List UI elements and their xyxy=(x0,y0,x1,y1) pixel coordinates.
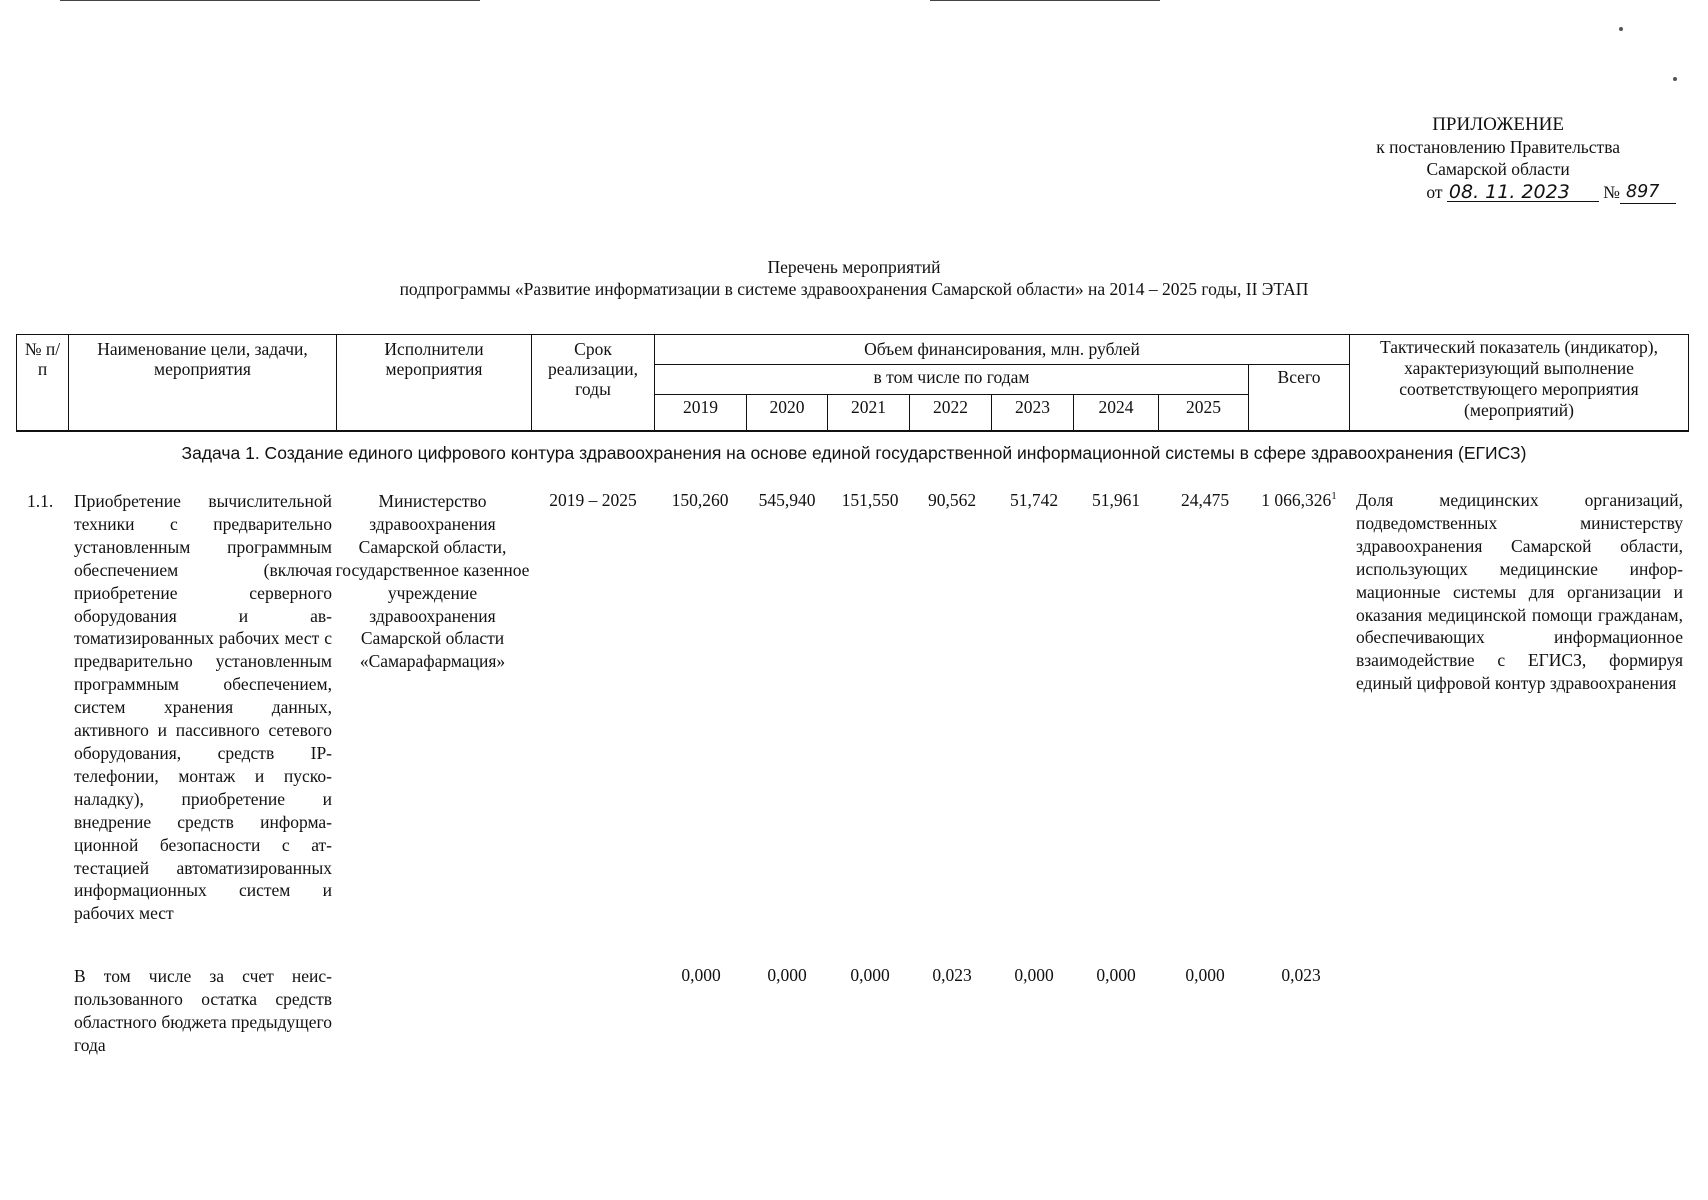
header-year: 2019 xyxy=(654,394,747,431)
row-number: 1.1. xyxy=(27,491,54,511)
document-title-line-1: Перечень мероприятий xyxy=(767,257,941,277)
scan-top-edge-right xyxy=(930,0,1160,1)
row-total xyxy=(1248,489,1350,511)
handwritten-date: 08. 11. 2023 xyxy=(1447,183,1599,202)
row-value: 24,475 xyxy=(1180,490,1230,510)
header-indicator: Тактический показатель (индикатор), характеризующий выполнение соответствующего мероприятия (мероприятий) xyxy=(1349,334,1689,431)
row-subitem-value: 0,000 xyxy=(1185,965,1225,985)
header-name: Наименование цели, задачи, мероприятия xyxy=(68,334,337,431)
approval-block xyxy=(1376,114,1660,203)
row-value: 150,260 xyxy=(671,490,729,510)
row-subitem-value: 0,000 xyxy=(1014,965,1054,985)
row-indicator: Доля медицинских организаций, подведомственных министерству здравоохранения Самарской области, использующих медицинские информационные системы для организации и оказания медицинской помощи гражданам, обеспечивающих информационное взаимодействие с ЕГИСЗ, формируя единый цифровой контур здравоохранения xyxy=(1356,490,1683,694)
task-heading: Задача 1. Создание единого цифрового контура здравоохранения на основе единой государственной информационной системы в сфере здравоохранения (ЕГИСЗ) xyxy=(181,443,1527,463)
header-year: 2021 xyxy=(827,394,910,431)
appendix-line-2: Самарской области xyxy=(1426,159,1570,179)
header-executors: Исполнители мероприятия xyxy=(336,334,532,431)
header-term: Срок реализации, годы xyxy=(531,334,655,431)
scan-dot xyxy=(1619,27,1623,31)
header-num: № п/п xyxy=(16,334,69,431)
header-year: 2024 xyxy=(1073,394,1159,431)
scan-dot xyxy=(1673,77,1677,81)
row-value: 51,961 xyxy=(1091,490,1141,510)
document-title-line-2: подпрограммы «Развитие информатизации в системе здравоохранения Самарской области» на 2014 – 2025 годы, II ЭТАП xyxy=(399,279,1309,299)
header-by-years: в том числе по годам xyxy=(654,364,1249,395)
header-year: 2022 xyxy=(909,394,992,431)
row-value: 90,562 xyxy=(927,490,977,510)
row-total-value: 1 066,326 xyxy=(1261,490,1332,510)
row-subitem-value: 0,000 xyxy=(1096,965,1136,985)
number-prefix: № xyxy=(1603,182,1620,202)
row-value: 151,550 xyxy=(841,490,899,510)
row-executor: Министерство здравоохранения Самарской области, государственное казенное учреждение здравоохранения Самарской области «Самарафармация» xyxy=(335,491,530,672)
handwritten-number: 897 xyxy=(1620,181,1676,204)
row-subitem-value: 0,000 xyxy=(767,965,807,985)
row-subitem-name: В том числе за счет неиспользованного остатка средств областного бюджета предыдущего года xyxy=(74,966,332,1055)
header-total: Всего xyxy=(1248,364,1350,431)
appendix-signature-line xyxy=(1376,181,1660,203)
row-term: 2019 – 2025 xyxy=(549,490,637,510)
row-subitem-value: 0,000 xyxy=(681,965,721,985)
row-value: 545,940 xyxy=(758,490,816,510)
header-year: 2020 xyxy=(746,394,828,431)
row-activity-name: Приобретение вычислительной техники с предварительно установленным программным обеспечением (включая приобретение серверного оборудования и автоматизированных рабочих мест с предварительно установленным программным обеспечением, систем хранения данных, активного и пассивного сетевого оборудования, средств IP-телефонии, монтаж и пусконаладку), приобретение и внедрение средств информационной безопасности с аттестацией автоматизированных информационных систем и рабочих мест xyxy=(74,491,332,924)
appendix-line-1: к постановлению Правительства xyxy=(1376,137,1620,157)
footnote-mark: 1 xyxy=(1331,490,1337,503)
header-year: 2025 xyxy=(1158,394,1249,431)
date-prefix: от xyxy=(1426,182,1443,202)
document-title xyxy=(0,256,1708,300)
row-subitem-total: 0,023 xyxy=(1281,965,1321,985)
row-subitem-value: 0,000 xyxy=(850,965,890,985)
row-subitem-value: 0,023 xyxy=(932,965,972,985)
appendix-title: ПРИЛОЖЕНИЕ xyxy=(1432,114,1565,135)
header-funding: Объем финансирования, млн. рублей xyxy=(654,334,1350,365)
scan-top-edge-left xyxy=(60,0,480,1)
table-header-bottom-rule xyxy=(16,430,1689,432)
header-year: 2023 xyxy=(991,394,1074,431)
row-value: 51,742 xyxy=(1009,490,1059,510)
